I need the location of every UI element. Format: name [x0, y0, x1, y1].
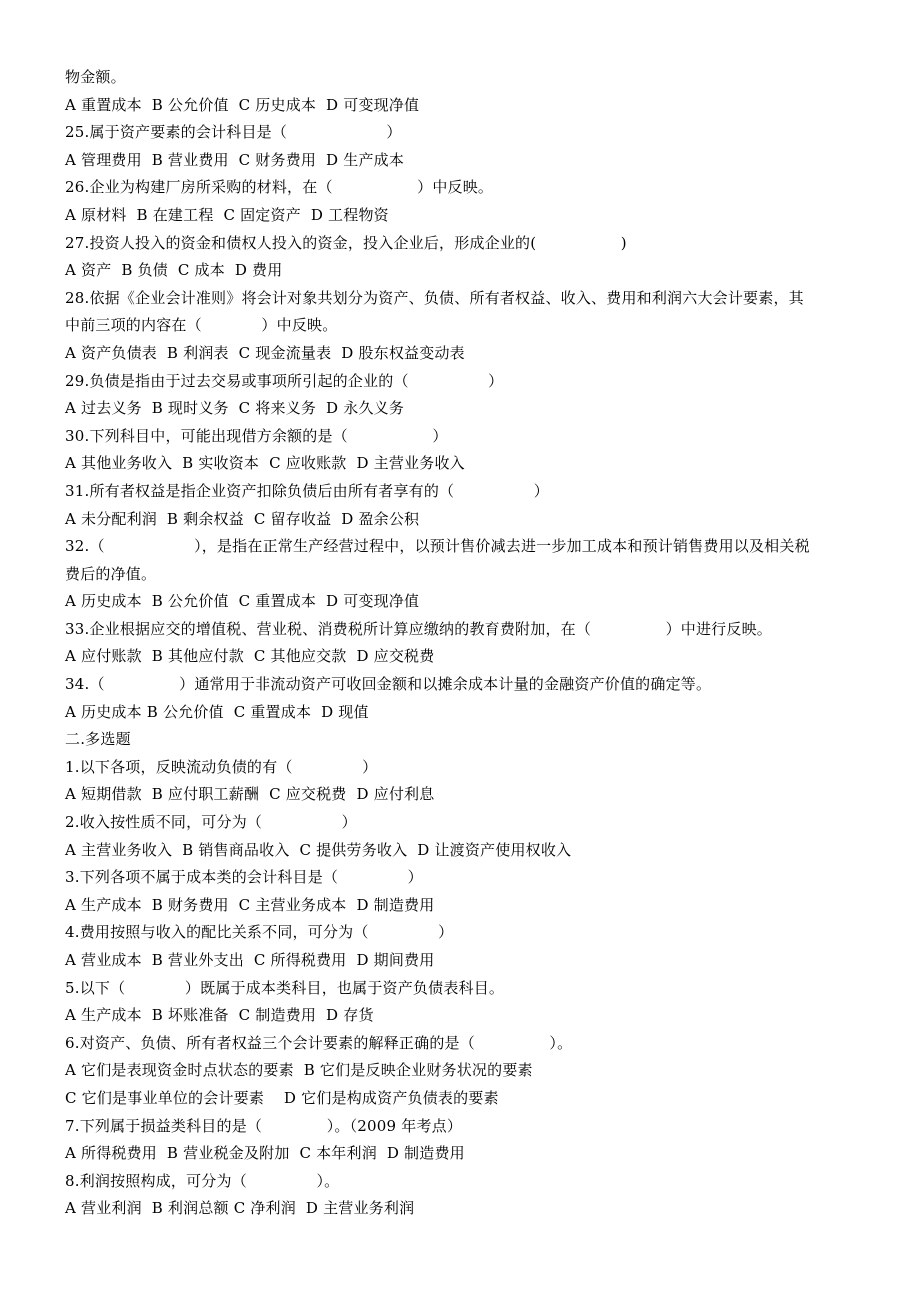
question-29: 29.负债是指由于过去交易或事项所引起的企业的（ ）: [65, 371, 504, 390]
answer-options: A 主营业务收入 B 销售商品收入 C 提供劳务收入 D 让渡资产使用权收入: [65, 840, 572, 859]
section-heading: 二.多选题: [65, 730, 131, 749]
question-25: 25.属于资产要素的会计科目是（ ）: [65, 123, 402, 142]
answer-options: A 未分配利润 B 剩余权益 C 留存收益 D 盈余公积: [65, 509, 420, 528]
question-28-continued: 中前三项的内容在（ ）中反映。: [65, 316, 338, 335]
answer-options: A 其他业务收入 B 实收资本 C 应收账款 D 主营业务收入: [65, 454, 465, 473]
document-body: [65, 64, 865, 1223]
question-26: 26.企业为构建厂房所采购的材料，在（ ）中反映。: [65, 178, 494, 197]
answer-options: A 营业利润 B 利润总额 C 净利润 D 主营业务利润: [65, 1199, 415, 1218]
multi-question-2: 2.收入按性质不同，可分为（ ）: [65, 813, 357, 832]
answer-options: A 营业成本 B 营业外支出 C 所得税费用 D 期间费用: [65, 951, 435, 969]
answer-options: A 生产成本 B 坏账准备 C 制造费用 D 存货: [65, 1006, 374, 1025]
answer-options: A 历史成本 B 公允价值 C 重置成本 D 可变现净值: [65, 592, 420, 611]
answer-options: A 短期借款 B 应付职工薪酬 C 应交税费 D 应付利息: [65, 785, 435, 804]
multi-question-7: 7.下列属于损益类科目的是（ ）。（2009 年考点）: [65, 1116, 463, 1135]
answer-options: A 应付账款 B 其他应付款 C 其他应交款 D 应交税费: [65, 647, 435, 666]
question-33: 33.企业根据应交的增值税、营业税、消费税所计算应缴纳的教育费附加，在（ ）中进行反映。: [65, 619, 772, 638]
question-27: 27.投资人投入的资金和债权人投入的资金，投入企业后，形成企业的( ): [65, 233, 627, 252]
answer-options: A 原材料 B 在建工程 C 固定资产 D 工程物资: [65, 205, 389, 224]
multi-question-5: 5.以下（ ）既属于成本类科目，也属于资产负债表科目。: [65, 978, 505, 997]
multi-question-1: 1.以下各项，反映流动负债的有（ ）: [65, 757, 378, 776]
answer-options: A 它们是表现资金时点状态的要素 B 它们是反映企业财务状况的要素: [65, 1061, 533, 1080]
answer-options: A 重置成本 B 公允价值 C 历史成本 D 可变现净值: [65, 95, 420, 114]
answer-options: A 资产 B 负债 C 成本 D 费用: [65, 261, 283, 280]
answer-options: A 过去义务 B 现时义务 C 将来义务 D 永久义务: [65, 399, 405, 418]
answer-options: A 历史成本 B 公允价值 C 重置成本 D 现值: [65, 702, 369, 721]
multi-question-4: 4.费用按照与收入的配比关系不同，可分为（ ）: [65, 923, 454, 942]
answer-options: C 它们是事业单位的会计要素 D 它们是构成资产负债表的要素: [65, 1088, 499, 1107]
multi-question-8: 8.利润按照构成，可分为（ ）。: [65, 1171, 340, 1190]
question-30: 30.下列科目中，可能出现借方余额的是（ ）: [65, 426, 448, 445]
question-34: 34.（ ）通常用于非流动资产可收回金额和以摊余成本计量的金融资产价值的确定等。: [65, 675, 712, 694]
answer-options: A 生产成本 B 财务费用 C 主营业务成本 D 制造费用: [65, 895, 435, 914]
answer-options: A 所得税费用 B 营业税金及附加 C 本年利润 D 制造费用: [65, 1144, 465, 1163]
answer-options: A 资产负债表 B 利润表 C 现金流量表 D 股东权益变动表: [65, 343, 465, 362]
question-32-continued: 费后的净值。: [65, 564, 157, 583]
multi-question-3: 3.下列各项不属于成本类的会计科目是（ ）: [65, 868, 423, 887]
multi-question-6: 6.对资产、负债、所有者权益三个会计要素的解释正确的是（ ）。: [65, 1033, 573, 1052]
question-31: 31.所有者权益是指企业资产扣除负债后由所有者享有的（ ）: [65, 481, 549, 500]
question-32: 32.（ ），是指在正常生产经营过程中，以预计售价减去进一步加工成本和预计销售费用以及相关税: [65, 537, 810, 556]
text-line: 物金额。: [65, 68, 126, 86]
question-28: 28.依据《企业会计准则》将会计对象共划分为资产、负债、所有者权益、收入、费用和利润六大会计要素，其: [65, 288, 804, 307]
answer-options: A 管理费用 B 营业费用 C 财务费用 D 生产成本: [65, 150, 405, 169]
